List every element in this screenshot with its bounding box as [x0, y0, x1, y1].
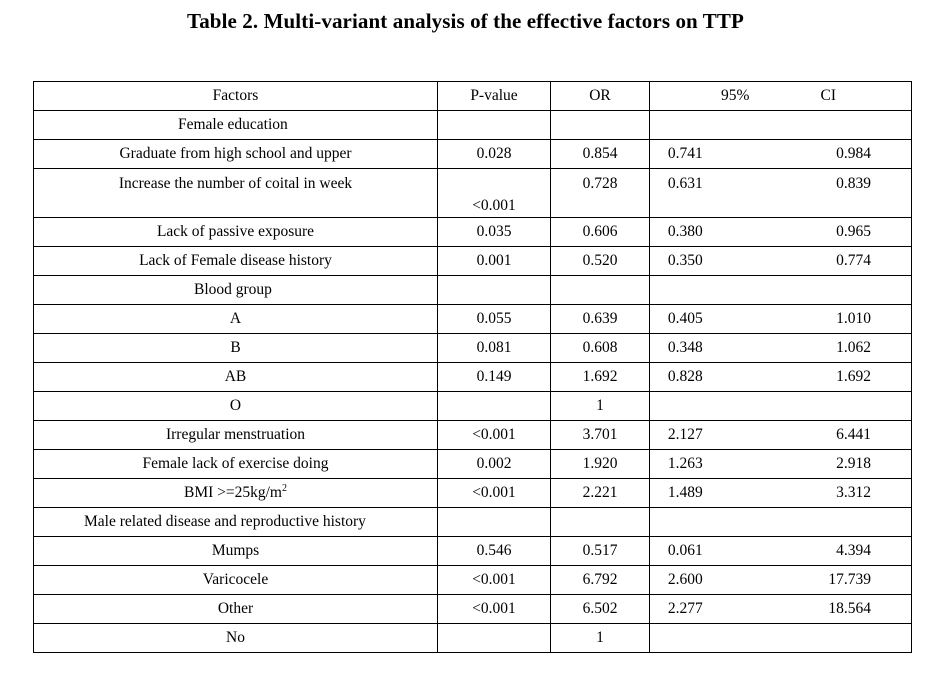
or-cell: 0.520 — [551, 247, 650, 276]
ci-high-cell: 1.692 — [836, 368, 871, 385]
factor-cell: O — [34, 392, 438, 421]
p-value-cell — [438, 624, 551, 653]
or-cell: 0.728 — [582, 175, 618, 192]
table-row — [34, 479, 912, 508]
factor-cell: AB — [34, 363, 438, 392]
or-cell: 0.854 — [551, 140, 650, 169]
p-value-cell: 0.001 — [438, 247, 551, 276]
p-value-cell: 0.546 — [438, 537, 551, 566]
factor-cell: Varicocele — [34, 566, 438, 595]
factor-cell: Other — [34, 595, 438, 624]
table-row — [34, 334, 912, 363]
factor-cell: Graduate from high school and upper — [34, 140, 438, 169]
or-cell: 6.502 — [551, 595, 650, 624]
ci-low-cell: 0.380 — [667, 223, 703, 240]
table-row — [34, 218, 912, 247]
p-value-cell: 0.149 — [438, 363, 551, 392]
ci-low-cell: 0.828 — [667, 368, 703, 385]
or-cell — [551, 111, 650, 140]
factor-cell: Lack of Female disease history — [34, 247, 438, 276]
header-row — [34, 82, 912, 111]
header-ci — [650, 82, 912, 111]
ci-low-cell: 1.263 — [667, 455, 703, 472]
ci-low-cell: 0.350 — [667, 252, 703, 269]
header-factors: Factors — [34, 82, 438, 111]
ci-high-cell: 2.918 — [836, 455, 871, 472]
or-cell: 0.608 — [551, 334, 650, 363]
ci-high-cell: 18.564 — [828, 600, 871, 617]
table-row — [34, 247, 912, 276]
or-cell: 1.920 — [551, 450, 650, 479]
or-cell: 1.692 — [551, 363, 650, 392]
table-row — [34, 140, 912, 169]
header-ci-label: CI — [820, 87, 836, 104]
header-ci-pct: 95% — [721, 87, 750, 104]
ci-high-cell: 3.312 — [836, 484, 871, 501]
p-value-cell: 0.055 — [438, 305, 551, 334]
table-row — [34, 305, 912, 334]
or-cell: 0.517 — [551, 537, 650, 566]
p-value-cell: 0.002 — [438, 450, 551, 479]
factor-text: BMI >=25kg/m — [183, 484, 282, 502]
factor-cell: No — [34, 624, 438, 653]
p-value-cell: <0.001 — [438, 595, 551, 624]
table-row — [34, 537, 912, 566]
superscript: 2 — [282, 483, 287, 495]
factor-cell: Irregular menstruation — [34, 421, 438, 450]
header-p-value: P-value — [438, 82, 551, 111]
factor-cell — [34, 479, 438, 508]
ci-low-cell: 2.277 — [667, 600, 703, 617]
factor-cell: A — [34, 305, 438, 334]
ci-low-cell: 1.489 — [667, 484, 703, 501]
ci-high-cell: 0.774 — [836, 252, 871, 269]
table-row — [34, 363, 912, 392]
ci-high-cell: 6.441 — [836, 426, 871, 443]
p-value-cell: 0.035 — [438, 218, 551, 247]
table-row — [34, 392, 912, 421]
ci-low-cell: 2.127 — [667, 426, 703, 443]
ci-high-cell: 0.984 — [836, 145, 871, 162]
ci-low-cell: 0.061 — [667, 542, 703, 559]
table-row — [34, 421, 912, 450]
or-cell: 1 — [551, 624, 650, 653]
factor-cell: Blood group — [194, 281, 272, 298]
or-cell: 3.701 — [551, 421, 650, 450]
factor-cell: Increase the number of coital in week — [118, 175, 353, 192]
table-row — [34, 276, 912, 305]
or-cell — [551, 276, 650, 305]
or-cell — [551, 508, 650, 537]
ci-high-cell: 4.394 — [836, 542, 871, 559]
factor-cell: B — [34, 334, 438, 363]
p-value-cell — [438, 392, 551, 421]
ci-high-cell: 1.010 — [836, 310, 871, 327]
table-row — [34, 508, 912, 537]
table-row — [34, 450, 912, 479]
or-cell: 0.639 — [551, 305, 650, 334]
or-cell: 2.221 — [551, 479, 650, 508]
ci-low-cell: 0.405 — [667, 310, 703, 327]
factor-cell: Female lack of exercise doing — [34, 450, 438, 479]
ci-low-cell: 2.600 — [667, 571, 703, 588]
p-value-cell: <0.001 — [472, 197, 516, 214]
ci-low-cell: 0.741 — [667, 145, 703, 162]
p-value-cell — [438, 111, 551, 140]
ci-high-cell: 0.965 — [836, 223, 871, 240]
ci-high-cell: 1.062 — [836, 339, 871, 356]
ci-high-cell: 0.839 — [836, 175, 871, 192]
p-value-cell: <0.001 — [438, 421, 551, 450]
or-cell: 0.606 — [551, 218, 650, 247]
or-cell: 6.792 — [551, 566, 650, 595]
table-row — [34, 624, 912, 653]
p-value-cell: <0.001 — [438, 479, 551, 508]
factor-cell: Female education — [178, 116, 288, 133]
table-title: Table 2. Multi-variant analysis of the effective factors on TTP — [187, 9, 744, 33]
table-row — [34, 566, 912, 595]
p-value-cell: <0.001 — [438, 566, 551, 595]
p-value-cell — [438, 276, 551, 305]
p-value-cell: 0.028 — [438, 140, 551, 169]
factor-cell: Male related disease and reproductive history — [84, 513, 366, 530]
ci-low-cell: 0.631 — [667, 175, 703, 192]
p-value-cell — [438, 508, 551, 537]
ci-high-cell: 17.739 — [828, 571, 871, 588]
p-value-cell: 0.081 — [438, 334, 551, 363]
ci-low-cell: 0.348 — [667, 339, 703, 356]
table-row — [34, 111, 912, 140]
or-cell: 1 — [551, 392, 650, 421]
header-or: OR — [551, 82, 650, 111]
results-table — [33, 81, 912, 653]
table-row — [34, 595, 912, 624]
factor-cell: Lack of passive exposure — [34, 218, 438, 247]
factor-cell: Mumps — [34, 537, 438, 566]
table-row — [34, 169, 912, 218]
